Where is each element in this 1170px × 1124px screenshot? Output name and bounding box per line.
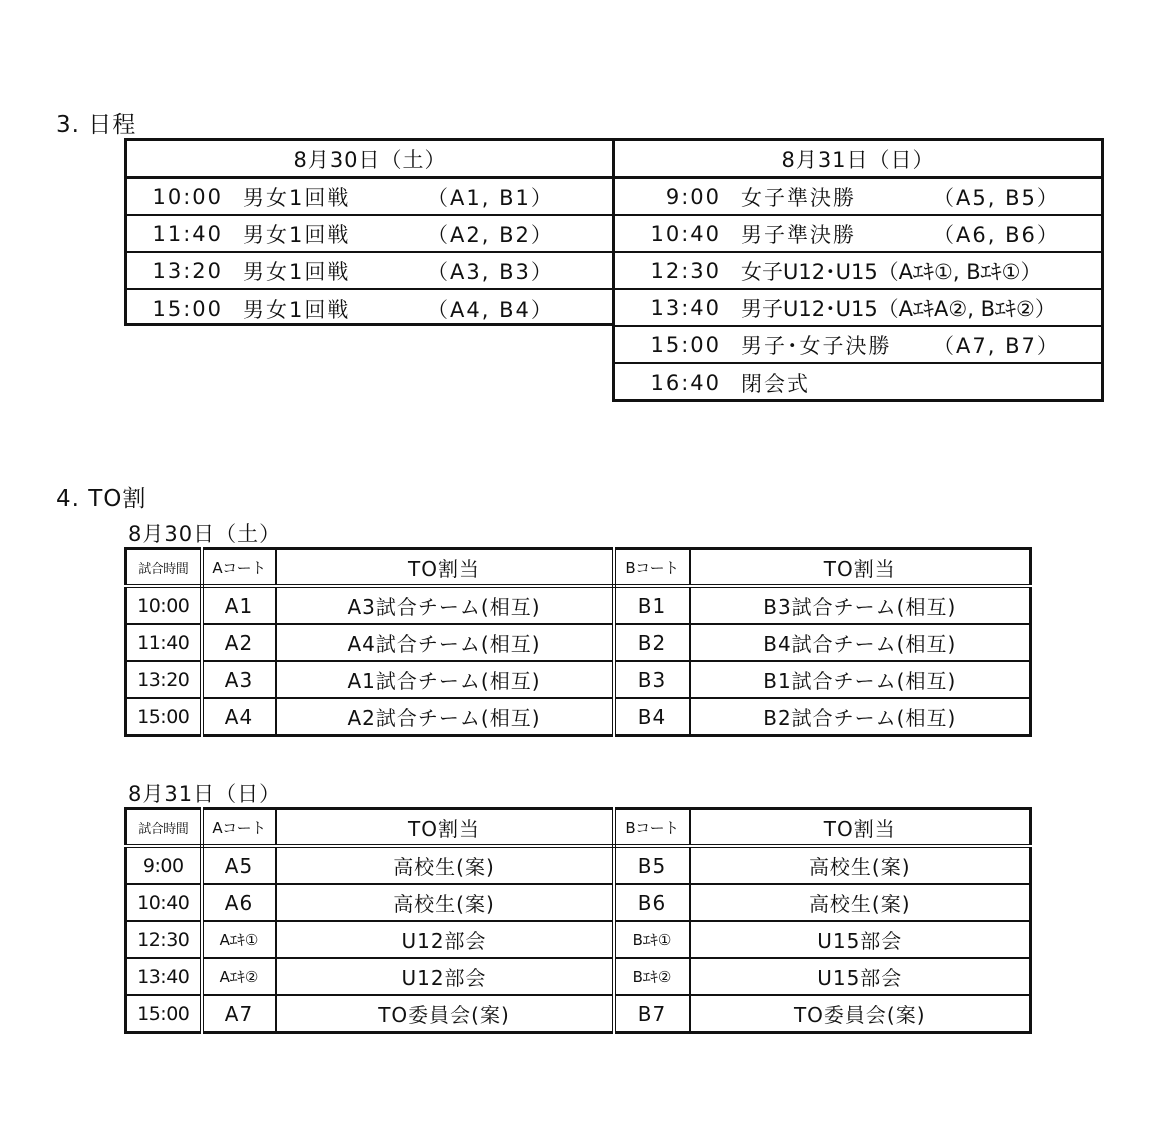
cell-a-to: U12部会 xyxy=(276,921,614,958)
schedule-row xyxy=(615,327,1101,364)
header-a-court: Aコート xyxy=(202,549,276,587)
cell-a-to: TO委員会(案) xyxy=(276,995,614,1033)
cell-time: 13:40 xyxy=(126,958,202,995)
to-day2-label: 8月31日（日） xyxy=(128,782,282,806)
cell-b-to: B3試合チーム(相互) xyxy=(690,586,1031,624)
schedule-row xyxy=(615,253,1101,290)
schedule-time: 11:40 xyxy=(152,221,223,246)
cell-b-court: Bｴｷ① xyxy=(614,921,690,958)
cell-b-court: B7 xyxy=(614,995,690,1033)
cell-b-court: B6 xyxy=(614,884,690,921)
table-row xyxy=(126,884,1031,921)
cell-b-to: U15部会 xyxy=(690,958,1031,995)
schedule-row xyxy=(615,364,1101,401)
cell-time: 15:00 xyxy=(126,995,202,1033)
cell-b-to: B2試合チーム(相互) xyxy=(690,698,1031,736)
cell-b-court: B5 xyxy=(614,846,690,884)
header-a-to: TO割当 xyxy=(276,549,614,587)
cell-a-to: A1試合チーム(相互) xyxy=(276,661,614,698)
schedule-row xyxy=(127,253,613,290)
cell-b-to: 高校生(案) xyxy=(690,846,1031,884)
schedule-time: 13:40 xyxy=(650,295,721,320)
cell-a-court: Aｴｷ② xyxy=(202,958,276,995)
cell-a-court: A5 xyxy=(202,846,276,884)
schedule-event: 男女1回戦 xyxy=(243,222,351,247)
schedule-event: 閉会式 xyxy=(741,371,810,396)
cell-b-court: B1 xyxy=(614,586,690,624)
schedule-time: 9:00 xyxy=(665,184,721,209)
schedule-event: 男子準決勝 xyxy=(741,222,856,247)
schedule-time: 13:20 xyxy=(152,258,223,283)
cell-a-court: A3 xyxy=(202,661,276,698)
schedule-time: 15:00 xyxy=(152,296,223,321)
table-row xyxy=(126,624,1031,661)
schedule-event: 男女1回戦 xyxy=(243,185,351,210)
cell-a-to: 高校生(案) xyxy=(276,884,614,921)
schedule-event: 男女1回戦 xyxy=(243,259,351,284)
schedule-courts: （A7, B7） xyxy=(933,333,1060,358)
cell-time: 13:20 xyxy=(126,661,202,698)
cell-time: 10:40 xyxy=(126,884,202,921)
schedule-time: 10:40 xyxy=(650,221,721,246)
schedule-courts: （A1, B1） xyxy=(427,185,554,210)
cell-a-to: U12部会 xyxy=(276,958,614,995)
header-a-to: TO割当 xyxy=(276,809,614,847)
to-day1-label: 8月30日（土） xyxy=(128,522,282,546)
schedule-time: 15:00 xyxy=(650,332,721,357)
schedule-event: 男女1回戦 xyxy=(243,297,351,322)
schedule-time: 16:40 xyxy=(650,370,721,395)
to-day2-table xyxy=(124,807,1032,1034)
schedule-row xyxy=(127,179,613,216)
table-row xyxy=(126,586,1031,624)
table-row xyxy=(126,995,1031,1033)
header-time: 試合時間 xyxy=(126,549,202,587)
schedule-courts: （A2, B2） xyxy=(427,222,554,247)
cell-a-court: A2 xyxy=(202,624,276,661)
section3-title: 3. 日程 xyxy=(56,112,137,138)
section4-title: 4. TO割 xyxy=(56,486,147,512)
schedule-courts: （A3, B3） xyxy=(427,259,554,284)
table-row xyxy=(126,921,1031,958)
cell-b-court: B2 xyxy=(614,624,690,661)
schedule-day1-header: 8月30日（土） xyxy=(127,141,613,179)
cell-time: 10:00 xyxy=(126,586,202,624)
cell-b-to: TO委員会(案) xyxy=(690,995,1031,1033)
header-b-to: TO割当 xyxy=(690,809,1031,847)
cell-b-to: B1試合チーム(相互) xyxy=(690,661,1031,698)
cell-a-to: 高校生(案) xyxy=(276,846,614,884)
to-day1-table xyxy=(124,547,1032,737)
cell-a-to: A2試合チーム(相互) xyxy=(276,698,614,736)
schedule-courts: （A5, B5） xyxy=(933,185,1060,210)
schedule-row xyxy=(615,216,1101,253)
cell-b-court: B4 xyxy=(614,698,690,736)
schedule-day2-table xyxy=(612,138,1104,402)
to-header-row xyxy=(126,809,1031,847)
cell-a-to: A4試合チーム(相互) xyxy=(276,624,614,661)
cell-a-court: A7 xyxy=(202,995,276,1033)
table-row xyxy=(126,661,1031,698)
cell-a-court: A4 xyxy=(202,698,276,736)
header-b-court: Bコート xyxy=(614,809,690,847)
schedule-time: 12:30 xyxy=(650,258,721,283)
table-row xyxy=(126,698,1031,736)
cell-b-court: B3 xyxy=(614,661,690,698)
header-b-court: Bコート xyxy=(614,549,690,587)
cell-a-to: A3試合チーム(相互) xyxy=(276,586,614,624)
cell-time: 11:40 xyxy=(126,624,202,661)
schedule-event: 女子U12･U15（Aｴｷ①, Bｴｷ①） xyxy=(741,259,1042,284)
cell-time: 9:00 xyxy=(126,846,202,884)
cell-a-court: Aｴｷ① xyxy=(202,921,276,958)
header-time: 試合時間 xyxy=(126,809,202,847)
cell-a-court: A1 xyxy=(202,586,276,624)
cell-time: 12:30 xyxy=(126,921,202,958)
header-a-court: Aコート xyxy=(202,809,276,847)
cell-b-to: 高校生(案) xyxy=(690,884,1031,921)
cell-b-court: Bｴｷ② xyxy=(614,958,690,995)
schedule-row xyxy=(615,179,1101,216)
schedule-row xyxy=(127,290,613,327)
cell-time: 15:00 xyxy=(126,698,202,736)
schedule-event: 男子U12･U15（AｴｷA②, Bｴｷ②） xyxy=(741,296,1056,321)
schedule-event: 男子･女子決勝 xyxy=(741,333,892,358)
schedule-courts: （A4, B4） xyxy=(427,297,554,322)
schedule-row xyxy=(127,216,613,253)
table-row xyxy=(126,958,1031,995)
header-b-to: TO割当 xyxy=(690,549,1031,587)
schedule-time: 10:00 xyxy=(152,184,223,209)
schedule-event: 女子準決勝 xyxy=(741,185,856,210)
schedule-courts: （A6, B6） xyxy=(933,222,1060,247)
cell-b-to: U15部会 xyxy=(690,921,1031,958)
schedule-day2-header: 8月31日（日） xyxy=(615,141,1101,179)
schedule-day1-table xyxy=(124,138,616,326)
schedule-row xyxy=(615,290,1101,327)
cell-a-court: A6 xyxy=(202,884,276,921)
to-header-row xyxy=(126,549,1031,587)
cell-b-to: B4試合チーム(相互) xyxy=(690,624,1031,661)
table-row xyxy=(126,846,1031,884)
